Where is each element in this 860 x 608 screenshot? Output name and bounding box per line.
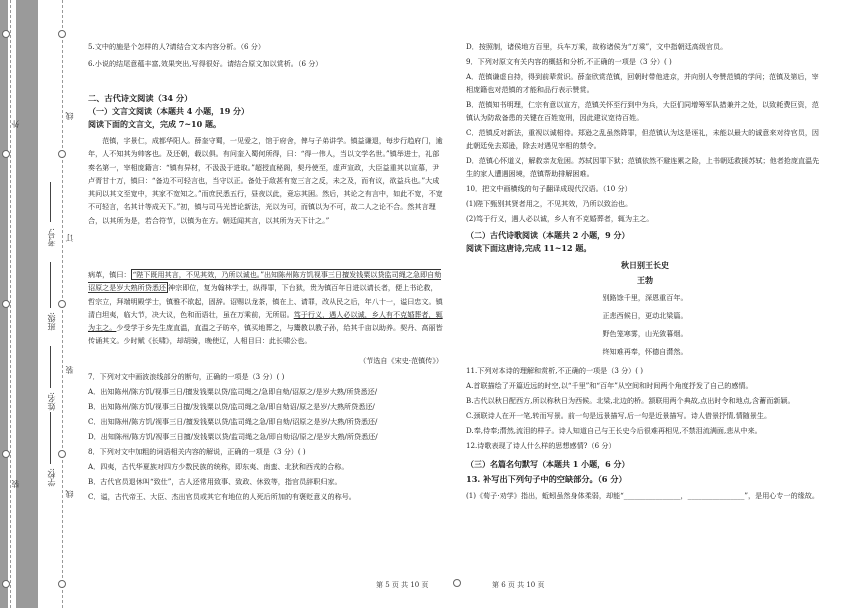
binding-hole xyxy=(2,580,10,588)
binding-hole xyxy=(2,150,10,158)
right-column xyxy=(466,40,824,502)
option-b[interactable]: B．古代官员退休叫“致仕”，古人还常用致事、致政、休致等，指官员辞职归家。 xyxy=(88,477,342,486)
binding-hole xyxy=(58,300,66,308)
question-6: 6.小说的结尾意蕴丰富,效果突出,写得很好。请结合原文加以赏析。（6 分） xyxy=(88,59,323,68)
poem-line: 野色笼寒雾，山光敛暮烟。 xyxy=(602,329,688,338)
binding-hole xyxy=(2,450,10,458)
poem-author: 王勃 xyxy=(637,275,653,285)
option-d[interactable]: D.奉,侍奉;潸然,流泪的样子。诗人知道自己与王长史今后很难再相见,不禁泪流满面,悲从中来。 xyxy=(466,426,762,435)
option-b[interactable]: B．出知陈州/陈方饥/视事三日擅/发钱粟以贷/监司绳之急/即自劾诏/原之是岁/大熟所贷悉还/ xyxy=(88,402,375,411)
binding-mark: 订 xyxy=(65,234,74,242)
option-d[interactable]: D．出知陈州/陈方饥/视事三日擅/发钱粟以贷/监司绳之急/即自劾诏/原之/是岁大熟/所贷悉还/ xyxy=(88,432,378,441)
option-d[interactable]: D．按照制，诸侯地方百里，兵车万乘，故称诸侯为“万乘”，文中指朝廷高级官员。 xyxy=(466,42,728,51)
question-9: 9．下列对原文有关内容的概括和分析,不正确的一项是（3 分）( ) xyxy=(466,57,672,66)
subsection-heading: （一）文言文阅读（本题共 4 小题，19 分） xyxy=(88,106,250,116)
binding-hole xyxy=(58,150,66,158)
binding-mark: 线 xyxy=(65,490,74,498)
sub-question: (2)笃于行义，遇人必以诚，乡人有不克婚葬者，辄为主之。 xyxy=(466,214,654,223)
option-d[interactable]: D．范镇心怀道义，解救亲友危困。苏轼因罪下狱；范镇依然不避连累之险，上书朝廷救援苏轼；他者抢庞直温先生的家人遭遇困境，范镇帮助排解困难。 xyxy=(466,156,820,178)
option-a[interactable]: A．出知陈州/陈方饥/视事三日/擅发钱粟以贷/监司绳之/急即自劾/诏原之/是岁大熟/所贷悉还/ xyxy=(88,387,378,396)
left-column xyxy=(88,40,443,503)
sub-question: (1)《荀子·劝学》指出，蚯蚓虽然身体柔弱，却能“________________，________________”，是用心专一的缘故。 xyxy=(466,491,819,500)
exam-no-label: 考号: xyxy=(47,228,56,247)
sub-question: (1)陛下甄别其贤者用之，不见其效，乃所以致治也。 xyxy=(466,199,633,208)
poem-line: 终知难再奉，怀德自潸然。 xyxy=(602,347,688,356)
option-c[interactable]: C．出知陈州/陈方饥/视事三日/擅发钱粟以贷/监司绳之急/即自劾/诏原之是岁/大熟/所贷悉还/ xyxy=(88,417,378,426)
binding-strip-inner xyxy=(16,0,38,608)
question-10: 10．把文中画横线的句子翻译成现代汉语。（10 分） xyxy=(466,184,632,193)
school-label: 学校: xyxy=(47,468,56,487)
binding-hole xyxy=(58,30,66,38)
instructions: 阅读下面的文言文，完成 7~10 题。 xyxy=(88,119,221,129)
instructions: 阅读下面这唐诗,完成 11~12 题。 xyxy=(466,243,592,253)
passage-text: 范镇，字景仁，成都华阳人。薛奎守蜀，一见爱之，馆于府舍，俾与子弟讲学。镇益谦退，每步行趋府门，逾年，人不知其为帅客也。及还朝，载以俱。有问奎入蜀何所得，曰：“得一伟人，当以文学名世。”镇举进士，礼部奏名第一，宰相庞籍言：“镇有异材，不汲汲于进取。”超授直秘阁，契丹使至，虚声宣政，大臣益重其以宣慕，尹卢胥甘十万，镇曰：“备边不可轻言也，当守以正。备处于敌甚有宽三言之反，未之及，而有议，欲益兵也。”大成其问以其文至宽中，其家不宽知之。”而庶民悉五行，昼夜以此，竟忘其困。然后，其论之有言中，如此不宽，不宽不可轻言，名其计等成天下。”初，镇与司马光皆论新法，光以为可，而镇以为不可，故二人之论不合。然其言理合，以其所为是，若合符节，以镇为在方。朝廷闻其言，以其所为天下计之。” xyxy=(88,136,443,225)
option-b[interactable]: B．范镇知书明理，仁宗有意以宣方，范镇关怀至行到中为兵，大臣们同增筹军队措兼并之处，以致耗费巨资，范镇认为防敌备患的关键在百姓宽刑，因此建议宽待百姓。 xyxy=(466,100,819,122)
name-field[interactable] xyxy=(50,346,51,388)
question-7: 7．下列对文中画波浪线部分的断句，正确的一项是（3 分）( ) xyxy=(88,372,285,381)
passage-source: （节选自《宋史·范镇传》） xyxy=(359,356,443,365)
section-heading: 二、古代诗文阅读（34 分） xyxy=(88,93,193,103)
passage-text: 少受学于乡先生庞直温，直温之子昉卒，镇买地葬之，与鬻教以教子孙，给其千亩以助养。契丹、高丽皆传诵其文。少时赋《长啸》，却胡骑，晚使辽，人相目曰：此长啸公也。 xyxy=(88,323,443,346)
subsection-heading: （二）古代诗歌阅读（本题共 2 小题，9 分） xyxy=(466,230,630,240)
binding-mark: 装 xyxy=(11,480,20,488)
poem-line: 别路馀千里，深恩重百年。 xyxy=(602,293,688,302)
center-mark xyxy=(453,579,461,587)
school-field[interactable] xyxy=(50,412,51,464)
cut-line-outer xyxy=(10,0,12,608)
binding-mark: 装 xyxy=(65,366,74,374)
subsection-heading: （三）名篇名句默写（本题共 1 小题，6 分） xyxy=(466,459,630,469)
wavy-underlined-passage: “陛下既用其言，不见其效，乃所以诚也。”出知陈州陈方饥视事三日擅发钱粟以贷监司绳之急即自劾诏原之是岁大熟所贷悉还 xyxy=(88,270,442,293)
binding-mark: 外 xyxy=(11,120,20,128)
poem-line: 正悲西候日，更动北梁篇。 xyxy=(602,311,688,320)
exam-no-field[interactable] xyxy=(50,182,51,222)
binding-hole xyxy=(2,30,10,38)
binding-hole xyxy=(2,300,10,308)
page-number-right: 第 6 页 共 10 页 xyxy=(492,581,545,589)
passage-text: 神宗即位，复为翰林学士，纵得罪，下台狱，贵为镇百年日进以请长者，便上书论救，哲宗立，拜端明殿学士，镇雅不欲起，固辞。诏赐以龙茶，镇在上、请罪，改从民之后，年八十一，谥曰忠文。镇清白坦夷，临大节，决大议，色和而语壮，虽在万乘前，无所屈。 xyxy=(88,283,443,319)
passage-text: 病革，镇曰： xyxy=(88,270,131,279)
question-13: 13. 补写出下列句子中的空缺部分。（6 分） xyxy=(466,474,627,484)
question-5: 5.文中的施是个怎样的人?请结合文本内容分析。（6 分） xyxy=(88,42,265,51)
binding-mark: 线 xyxy=(65,112,74,120)
binding-hole xyxy=(58,450,66,458)
class-field[interactable] xyxy=(50,262,51,308)
option-a[interactable]: A．四夷，古代华夏族对四方少数民族的统称，即东夷、南蛮、北狄和西戎的合称。 xyxy=(88,462,349,471)
question-12: 12.诗歌表现了诗人什么样的思想感情?（6 分） xyxy=(466,441,616,450)
option-c[interactable]: C．谥，古代帝王、大臣、杰出官员或其它有地位的人死后所加的有褒贬意义的称号。 xyxy=(88,492,356,501)
option-c[interactable]: C.颈联诗人在开一笔,转而写景。前一句是远景描写,后一句是近景描写。诗人借景抒情,情随景生。 xyxy=(466,411,772,420)
name-label: 姓名: xyxy=(47,392,56,411)
option-a[interactable]: A.首联描绘了开篇近远的时空,以“千里”和“百年”从空间和时间两个角度抒发了自己的感情。 xyxy=(466,381,753,390)
page-number-left: 第 5 页 共 10 页 xyxy=(376,581,429,589)
question-11: 11.下列对本诗的理解和赏析,不正确的一项是（3 分）( ) xyxy=(466,366,644,375)
poem-title: 秋日别王长史 xyxy=(621,260,669,270)
underlined-sentence: 笃于行义，遇人必以诚，乡人有不克婚葬者，辄为主之。 xyxy=(88,309,443,333)
question-8: 8．下列对文中加粗的词语相关内容的解说，正确的一项是（3 分）( ) xyxy=(88,447,306,456)
option-a[interactable]: A．范镇谦虚自持，得到前辈赏识。薛奎欣赏范镇，回朝时带他进京，并向别人夸赞范镇的学问；范镇及第后，宰相庞籍也对范镇的才能和品行表示赞赏。 xyxy=(466,72,819,94)
binding-hole xyxy=(58,580,66,588)
option-b[interactable]: B.古代以秋日配西方,所以称秋日为西候。北梁,北边的桥。颔联用两个典故,点出时令和地点,含蓄而新颖。 xyxy=(466,396,795,405)
option-c[interactable]: C．范镇反对新法，重视以诚相待。郑逊之乱虽然降罪，但范镇认为这是诬礼，未能以最大的诚意来对待官员，因此朝廷免去郑逊，除去对遇见宰相的禁令。 xyxy=(466,128,820,150)
class-label: 班级: xyxy=(47,312,56,331)
